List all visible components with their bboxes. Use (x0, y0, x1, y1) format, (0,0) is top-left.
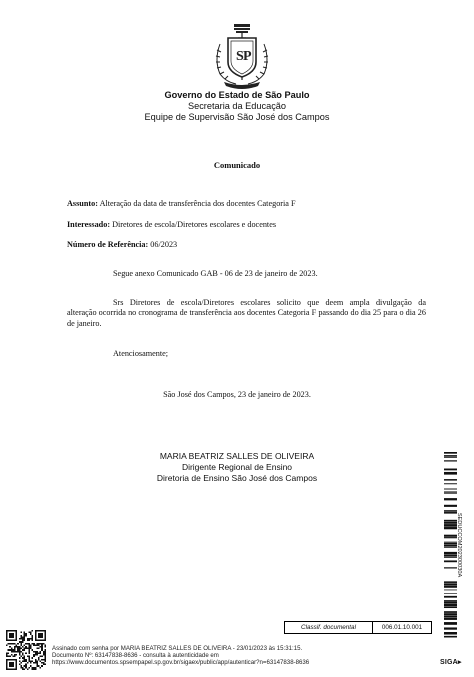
barcode-bar (444, 627, 457, 629)
qr-module (25, 646, 27, 648)
qr-module (11, 651, 13, 653)
qr-module (40, 656, 42, 658)
qr-module (22, 641, 24, 643)
qr-module (6, 654, 8, 656)
qr-module (20, 662, 22, 664)
qr-module (11, 654, 13, 656)
qr-module (20, 644, 22, 646)
siga-arrow-icon: ▸ (457, 659, 462, 666)
barcode-bar (444, 611, 457, 613)
qr-module (38, 657, 40, 659)
qr-module (28, 644, 30, 646)
qr-module (20, 636, 22, 638)
qr-module (41, 662, 43, 664)
qr-module (20, 651, 22, 653)
qr-module (9, 662, 14, 667)
subject-value: Alteração da data de transferência dos docentes Categoria F (99, 199, 296, 208)
barcode-bar (444, 483, 457, 484)
qr-module (16, 646, 18, 648)
qr-module (17, 646, 19, 648)
qr-module (27, 656, 29, 658)
qr-module (38, 644, 40, 646)
qr-module (36, 665, 38, 667)
qr-module (24, 656, 26, 658)
qr-module (33, 662, 35, 664)
barcode-bar (444, 510, 457, 512)
barcode-bar (444, 472, 457, 475)
barcode-bar (444, 636, 457, 638)
qr-module (25, 667, 27, 669)
barcode-bar (444, 586, 457, 588)
qr-module (22, 646, 24, 648)
qr-module (27, 668, 29, 670)
barcode-bar (444, 479, 457, 481)
classification-value: 006.01.10.001 (381, 624, 423, 631)
qr-module (17, 651, 19, 653)
qr-module (44, 659, 46, 661)
qr-module (27, 638, 29, 640)
qr-module (25, 648, 27, 650)
qr-module (38, 648, 40, 650)
qr-module (43, 664, 45, 666)
qr-module (35, 662, 37, 664)
qr-module (41, 656, 43, 658)
barcode-bar (444, 489, 457, 490)
qr-module (9, 643, 11, 645)
barcode-bar (444, 584, 457, 585)
qr-module (25, 659, 27, 661)
qr-module (41, 659, 43, 661)
interested-label: Interessado: (67, 220, 111, 229)
qr-module (32, 660, 34, 662)
qr-module (32, 657, 34, 659)
qr-module (32, 635, 34, 637)
qr-module (30, 633, 32, 635)
qr-module (40, 643, 42, 645)
qr-module (16, 644, 18, 646)
qr-module (30, 660, 32, 662)
qr-module (6, 652, 8, 654)
qr-module (24, 633, 26, 635)
qr-module (36, 644, 38, 646)
qr-module (17, 648, 19, 650)
qr-module (43, 659, 45, 661)
qr-module (28, 646, 30, 648)
qr-module (17, 643, 19, 645)
qr-module (22, 660, 24, 662)
qr-module (36, 660, 38, 662)
qr-module (22, 638, 24, 640)
qr-module (35, 667, 37, 669)
footer-document-line: Documento Nº: 63147838-8636 - consulta à autenticidade em (52, 652, 219, 660)
qr-module (30, 648, 32, 650)
svg-text:S: S (236, 49, 244, 64)
qr-module (36, 662, 38, 664)
qr-module (27, 640, 29, 642)
barcode-bar (444, 593, 457, 594)
qr-module (24, 636, 26, 638)
qr-module (41, 649, 43, 651)
qr-module (35, 668, 37, 670)
qr-module (44, 651, 46, 653)
qr-module (38, 643, 40, 645)
qr-module (28, 643, 30, 645)
qr-module (8, 649, 10, 651)
paragraph-notice-rest: alteração ocorrida no cronograma de transferência aos docentes Categoria F passando do dia 25 para o dia 26 de janeiro. (67, 308, 426, 328)
place-date: São José dos Campos, 23 de janeiro de 2023. (163, 390, 311, 399)
qr-module (11, 648, 13, 650)
qr-module (35, 660, 37, 662)
qr-module (12, 643, 14, 645)
siga-label: SIGA (440, 659, 458, 666)
qr-module (27, 662, 29, 664)
qr-module (25, 665, 27, 667)
qr-module (22, 652, 24, 654)
qr-module (22, 657, 24, 659)
qr-module (38, 659, 40, 661)
document-title: Comunicado (213, 160, 261, 170)
qr-module (44, 664, 46, 666)
paragraph-notice-first-line: Srs Diretores de escola/Diretores escolares solicito que deem ampla divulgação da (113, 298, 426, 307)
qr-module (20, 632, 22, 634)
qr-module (20, 667, 22, 669)
qr-module (28, 656, 30, 658)
qr-module (16, 651, 18, 653)
qr-module (22, 654, 24, 656)
qr-module (19, 651, 21, 653)
qr-module (28, 652, 30, 654)
barcode-bar (444, 590, 457, 591)
qr-module (24, 660, 26, 662)
qr-module (20, 638, 22, 640)
qr-module (44, 654, 46, 656)
qr-module (22, 667, 24, 669)
classification-box (284, 621, 432, 634)
qr-module (9, 656, 11, 658)
qr-module (19, 649, 21, 651)
qr-module (8, 656, 10, 658)
closing: Atenciosamente; (113, 349, 169, 358)
qr-module (20, 641, 22, 643)
coat-of-arms-icon (212, 22, 272, 90)
barcode-bar (444, 613, 457, 615)
qr-module (25, 643, 27, 645)
qr-module (32, 636, 34, 638)
qr-module (36, 648, 38, 650)
qr-module (41, 644, 43, 646)
paragraph-notice (67, 298, 426, 329)
interested-field (67, 220, 276, 229)
qr-module (24, 659, 26, 661)
reference-field (67, 240, 177, 249)
barcode-bar (444, 604, 457, 607)
qr-module (11, 643, 13, 645)
qr-module (35, 644, 37, 646)
qr-module (35, 654, 37, 656)
qr-module (28, 667, 30, 669)
qr-module (32, 638, 34, 640)
qr-module (41, 648, 43, 650)
qr-module (41, 646, 43, 648)
barcode-bar (444, 616, 457, 618)
siga-brand (440, 658, 462, 666)
qr-module (14, 643, 16, 645)
barcode-bar (444, 618, 457, 620)
qr-module (22, 636, 24, 638)
qr-module (19, 648, 21, 650)
qr-module (12, 649, 14, 651)
qr-module (43, 643, 45, 645)
qr-module (44, 644, 46, 646)
qr-module (32, 667, 34, 669)
qr-module (33, 643, 35, 645)
qr-module (24, 665, 26, 667)
qr-module (36, 654, 38, 656)
subject-label: Assunto: (67, 199, 98, 208)
barcode-bar (444, 498, 457, 500)
qr-module (24, 644, 26, 646)
qr-module (32, 640, 34, 642)
qr-module (38, 652, 40, 654)
qr-module (25, 664, 27, 666)
qr-module (44, 657, 46, 659)
team-title: Equipe de Supervisão São José dos Campos (144, 112, 330, 122)
qr-module (33, 668, 35, 670)
signature-footer (52, 645, 309, 667)
signer-org: Diretoria de Ensino São José dos Campos (156, 473, 318, 483)
reference-value: 06/2023 (150, 240, 178, 249)
qr-module (33, 651, 35, 653)
qr-module (6, 656, 8, 658)
qr-module (36, 664, 38, 666)
qr-module (14, 656, 16, 658)
qr-module (30, 646, 32, 648)
qr-module (14, 648, 16, 650)
qr-module (19, 654, 21, 656)
qr-module (14, 646, 16, 648)
barcode-bar (444, 606, 457, 608)
qr-module (25, 652, 27, 654)
svg-text:P: P (243, 49, 252, 64)
qr-module (14, 654, 16, 656)
qr-module (44, 656, 46, 658)
footer-url-line: https://www.documentos.spsempapel.sp.gov.br/sigaex/public/app/autenticar?n=63147838-8636 (52, 659, 310, 667)
qr-module (28, 632, 30, 634)
qr-module (14, 651, 16, 653)
barcode-bar (444, 493, 457, 494)
qr-module (28, 651, 30, 653)
barcode-bar (444, 582, 457, 584)
qr-code-icon (6, 630, 46, 670)
qr-module (19, 652, 21, 654)
qr-module (28, 660, 30, 662)
barcode-bar (444, 452, 457, 454)
barcode-bar (444, 596, 457, 598)
interested-value: Diretores de escola/Diretores escolares e docentes (112, 220, 277, 229)
barcode-bar (444, 460, 457, 461)
qr-module (12, 651, 14, 653)
qr-module (19, 664, 21, 666)
qr-module (22, 649, 24, 651)
barcode-bar (444, 457, 457, 458)
barcode-bar (444, 505, 457, 507)
qr-module (40, 651, 42, 653)
qr-module (33, 667, 35, 669)
qr-module (16, 654, 18, 656)
qr-module (27, 648, 29, 650)
qr-module (43, 662, 45, 664)
paragraph-annex: Segue anexo Comunicado GAB - 06 de 23 de janeiro de 2023. (113, 269, 318, 278)
barcode-bar (444, 622, 457, 625)
qr-module (22, 668, 24, 670)
qr-module (40, 646, 42, 648)
qr-module (36, 643, 38, 645)
qr-module (20, 648, 22, 650)
barcode-bar (444, 581, 457, 582)
qr-module (32, 668, 34, 670)
qr-module (36, 651, 38, 653)
qr-module (24, 640, 26, 642)
qr-module (40, 652, 42, 654)
qr-module (24, 638, 26, 640)
qr-module (32, 630, 34, 632)
qr-module (20, 643, 22, 645)
qr-module (33, 654, 35, 656)
qr-module (38, 665, 40, 667)
qr-module (35, 659, 37, 661)
qr-module (27, 643, 29, 645)
qr-module (41, 643, 43, 645)
barcode-text: SEDUCCOM202300030A (456, 512, 462, 578)
qr-module (6, 644, 8, 646)
qr-module (25, 660, 27, 662)
qr-module (19, 646, 21, 648)
qr-module (28, 659, 30, 661)
qr-module (17, 649, 19, 651)
qr-module (40, 660, 42, 662)
qr-module (11, 649, 13, 651)
qr-module (25, 635, 27, 637)
qr-module (44, 646, 46, 648)
qr-module (30, 662, 32, 664)
qr-module (28, 649, 30, 651)
classification-label: Classif. documental (285, 622, 373, 633)
qr-module (20, 656, 22, 658)
qr-module (30, 644, 32, 646)
qr-module (30, 665, 32, 667)
qr-module (28, 657, 30, 659)
qr-module (30, 638, 32, 640)
qr-module (44, 660, 46, 662)
qr-module (24, 657, 26, 659)
qr-module (25, 633, 27, 635)
reference-label: Número de Referência: (67, 240, 149, 249)
qr-module (24, 668, 26, 670)
qr-module (19, 660, 21, 662)
barcode-bar (444, 469, 457, 471)
qr-module (32, 643, 34, 645)
secretariat-title: Secretaria da Educação (187, 101, 287, 111)
qr-module (38, 633, 43, 638)
qr-module (44, 652, 46, 654)
qr-module (8, 643, 10, 645)
qr-module (43, 652, 45, 654)
barcode-bar (444, 491, 457, 492)
qr-module (19, 657, 21, 659)
qr-module (33, 656, 35, 658)
qr-module (28, 648, 30, 650)
qr-module (28, 640, 30, 642)
qr-module (9, 646, 11, 648)
qr-module (28, 638, 30, 640)
signer-name: MARIA BEATRIZ SALLES DE OLIVEIRA (159, 451, 315, 461)
qr-module (40, 667, 42, 669)
signer-role: Dirigente Regional de Ensino (181, 462, 293, 472)
qr-module (32, 649, 34, 651)
barcode-bar (444, 455, 457, 457)
footer-signed-line: Assinado com senha por MARIA BEATRIZ SALLES DE OLIVEIRA - 23/01/2023 às 15:31:15. (52, 645, 303, 652)
qr-module (43, 651, 45, 653)
qr-module (35, 652, 37, 654)
qr-module (14, 649, 16, 651)
qr-module (20, 665, 22, 667)
barcode-bar (444, 600, 457, 601)
qr-module (8, 652, 10, 654)
government-title: Governo do Estado de São Paulo (164, 90, 310, 100)
qr-module (43, 654, 45, 656)
qr-module (24, 635, 26, 637)
qr-module (24, 632, 26, 634)
subject-field (67, 199, 296, 208)
qr-module (24, 649, 26, 651)
qr-module (9, 633, 14, 638)
barcode-bar (444, 632, 457, 635)
qr-module (19, 641, 21, 643)
qr-module (33, 644, 35, 646)
qr-module (9, 649, 11, 651)
qr-module (44, 649, 46, 651)
qr-module (30, 632, 32, 634)
qr-module (19, 638, 21, 640)
qr-module (35, 651, 37, 653)
barcode-icon (444, 452, 466, 640)
barcode-bar (444, 601, 457, 603)
qr-module (24, 648, 26, 650)
qr-module (12, 656, 14, 658)
qr-module (41, 665, 43, 667)
qr-module (20, 635, 22, 637)
qr-module (22, 640, 24, 642)
qr-module (36, 652, 38, 654)
